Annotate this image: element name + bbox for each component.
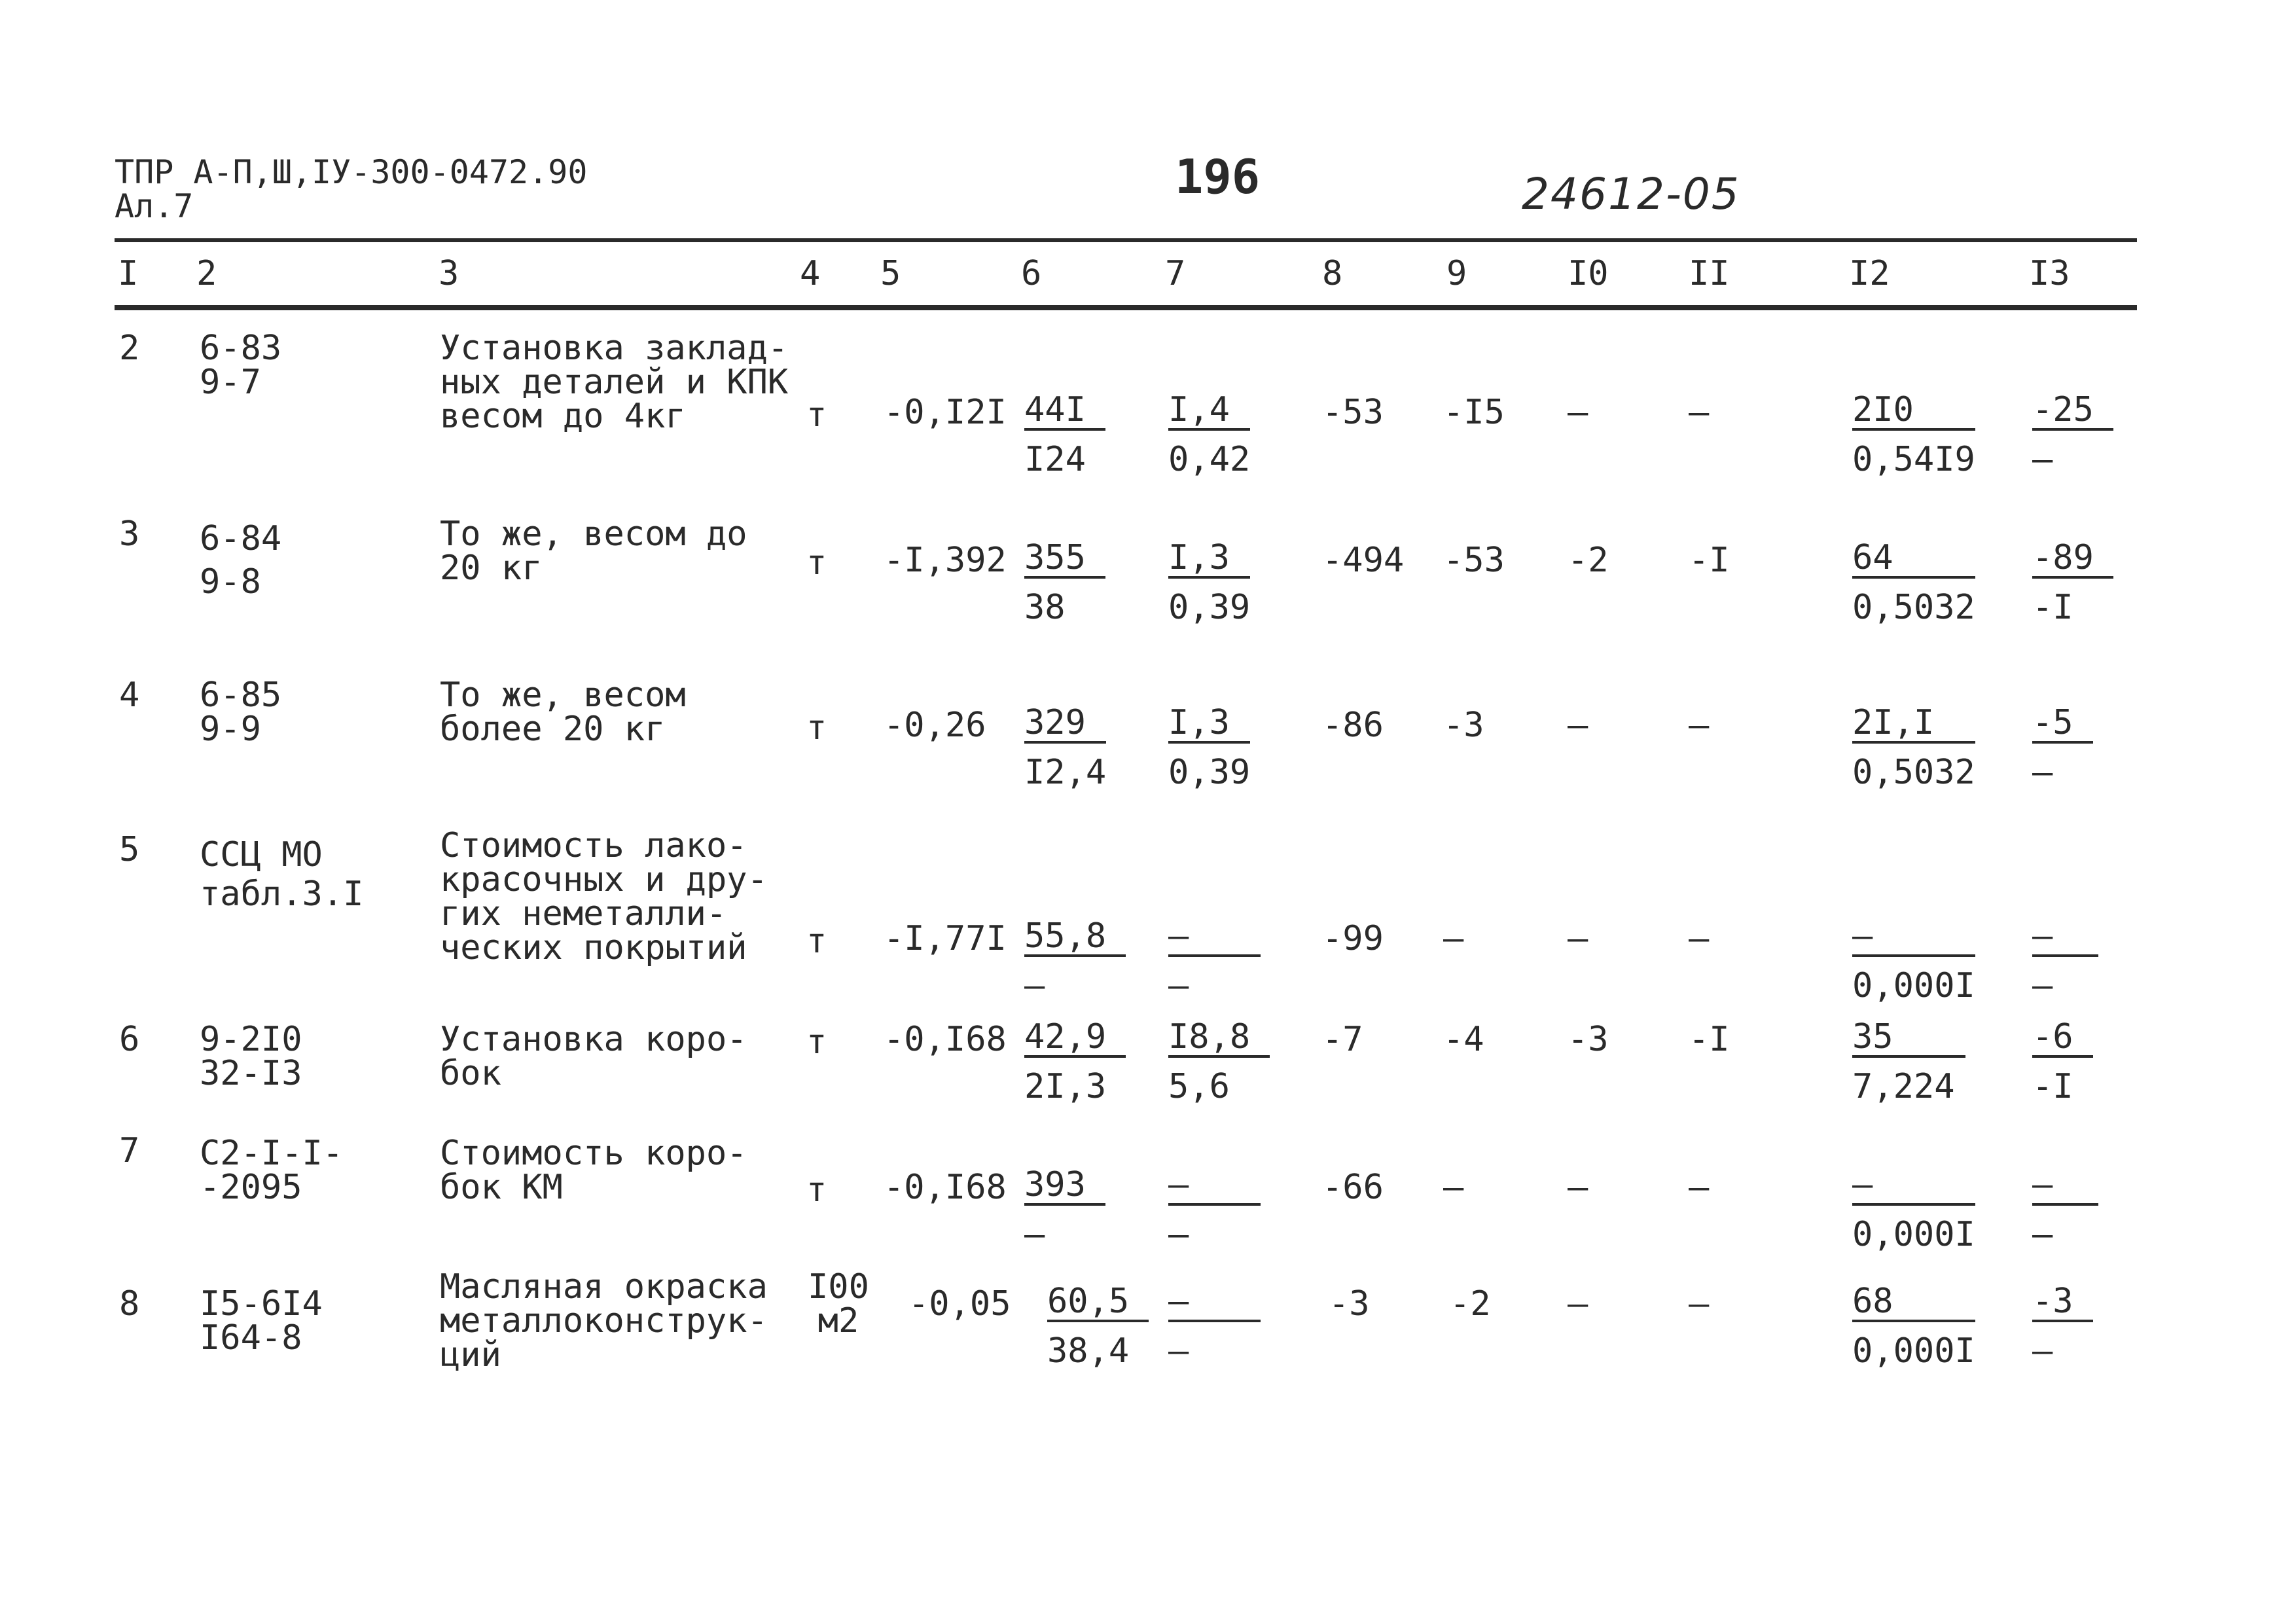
quantity: -I,392	[884, 541, 1007, 580]
col12-bottom: 0,000I	[1852, 966, 1975, 1005]
col12-top: 2I,I	[1852, 704, 1975, 744]
col7-bottom: –	[1168, 966, 1189, 1005]
col6-fraction	[1024, 539, 1105, 626]
rate-code: 9-2I0 32-I3	[200, 1020, 302, 1093]
col12-top: 35	[1852, 1019, 1965, 1058]
col12-bottom: 0,000I	[1852, 1215, 1975, 1254]
column-number: 8	[1322, 254, 1343, 293]
col13-top: -25	[2032, 391, 2113, 431]
column-number: 5	[880, 254, 901, 293]
col9-value: -I5	[1443, 393, 1505, 432]
col7-top: –	[1168, 1166, 1261, 1206]
col8-value: -99	[1322, 919, 1384, 958]
col6-bottom: 2I,3	[1024, 1067, 1107, 1106]
col12-fraction	[1852, 539, 1975, 626]
col9-value: -4	[1443, 1020, 1484, 1059]
col10-value: –	[1568, 919, 1588, 958]
col6-bottom: I24	[1024, 440, 1086, 479]
col7-bottom: –	[1168, 1215, 1189, 1254]
col7-bottom: 5,6	[1168, 1067, 1230, 1106]
col13-fraction	[2032, 1283, 2093, 1369]
col12-top: –	[1852, 1166, 1975, 1206]
quantity: -0,26	[884, 706, 986, 745]
col13-fraction	[2032, 391, 2113, 478]
rate-code: 6-84 9-8	[200, 519, 282, 602]
unit: т	[806, 543, 827, 583]
col11-value: –	[1689, 1284, 1710, 1324]
row-number: 7	[119, 1131, 140, 1170]
col7-top: I8,8	[1168, 1019, 1270, 1058]
col11-value: -I	[1689, 1020, 1730, 1059]
col7-bottom: –	[1168, 1331, 1189, 1371]
col13-bottom: –	[2032, 966, 2053, 1005]
col13-top: -89	[2032, 539, 2113, 579]
col12-bottom: 0,5032	[1852, 588, 1975, 627]
col7-top: I,4	[1168, 391, 1250, 431]
col6-fraction	[1024, 1019, 1126, 1105]
col8-value: -66	[1322, 1168, 1384, 1207]
col6-bottom: –	[1024, 1215, 1045, 1254]
album-label: Ал.7	[115, 187, 194, 225]
col10-value: –	[1568, 1168, 1588, 1207]
col11-value: –	[1689, 706, 1710, 745]
col6-top: 42,9	[1024, 1019, 1126, 1058]
col12-top: 68	[1852, 1283, 1975, 1322]
col13-bottom: –	[2032, 753, 2053, 792]
column-number: 7	[1165, 254, 1186, 293]
col8-value: -7	[1322, 1020, 1363, 1059]
column-number: 2	[196, 254, 217, 293]
work-name: Установка коро- бок	[440, 1020, 747, 1093]
header-bottom-rule	[115, 305, 2137, 310]
col6-fraction	[1024, 704, 1106, 791]
col13-fraction	[2032, 704, 2093, 791]
col13-bottom: -I	[2032, 1067, 2073, 1106]
col6-top: 44I	[1024, 391, 1105, 431]
col7-fraction	[1168, 918, 1261, 1004]
column-number: 3	[439, 254, 459, 293]
unit: т	[806, 1170, 827, 1210]
col13-fraction	[2032, 1166, 2098, 1253]
row-number: 4	[119, 676, 140, 715]
document-code: ТПР А-П,Ш,IУ-300-0472.90	[115, 153, 588, 191]
col6-top: 60,5	[1047, 1283, 1149, 1322]
col8-value: -494	[1322, 541, 1405, 580]
row-number: 8	[119, 1284, 140, 1324]
unit: т	[806, 708, 827, 748]
column-number: 4	[800, 254, 821, 293]
quantity: -0,05	[908, 1284, 1011, 1324]
work-name: Установка заклад- ных деталей и КПК весом до 4кг	[440, 329, 789, 436]
col12-bottom: 7,224	[1852, 1067, 1955, 1106]
col13-top: -6	[2032, 1019, 2093, 1058]
col7-bottom: 0,39	[1168, 753, 1251, 792]
col7-top: –	[1168, 1283, 1261, 1322]
col9-value: –	[1443, 1168, 1464, 1207]
col13-bottom: –	[2032, 1215, 2053, 1254]
col13-fraction	[2032, 539, 2113, 626]
col6-top: 55,8	[1024, 918, 1126, 957]
col6-top: 329	[1024, 704, 1106, 744]
col10-value: -3	[1568, 1020, 1609, 1059]
col12-fraction	[1852, 918, 1975, 1004]
rate-code: 6-85 9-9	[200, 676, 282, 749]
col6-fraction	[1024, 391, 1105, 478]
col11-value: –	[1689, 919, 1710, 958]
work-name: То же, весом до 20 кг	[440, 514, 747, 588]
col13-top: -3	[2032, 1283, 2093, 1322]
col7-bottom: 0,39	[1168, 588, 1251, 627]
column-number: 6	[1021, 254, 1042, 293]
rate-code: ССЦ МО табл.3.I	[200, 835, 364, 914]
col6-bottom: 38	[1024, 588, 1066, 627]
header-top-rule	[115, 238, 2137, 242]
col12-fraction	[1852, 1166, 1975, 1253]
col7-fraction	[1168, 539, 1250, 626]
handwritten-number: 24612-05	[1522, 169, 1740, 219]
col12-fraction	[1852, 1283, 1975, 1369]
column-number: 9	[1446, 254, 1467, 293]
col13-bottom: –	[2032, 440, 2053, 479]
col8-value: -3	[1329, 1284, 1370, 1324]
col13-fraction	[2032, 918, 2098, 1004]
page-number: 196	[1175, 149, 1261, 204]
unit: т	[806, 395, 827, 435]
unit: т	[806, 922, 827, 961]
col9-value: –	[1443, 919, 1464, 958]
col12-bottom: 0,54I9	[1852, 440, 1975, 479]
col10-value: –	[1568, 1284, 1588, 1324]
column-number: I2	[1849, 254, 1890, 293]
col13-fraction	[2032, 1019, 2093, 1105]
rate-code: 6-83 9-7	[200, 329, 282, 402]
col12-bottom: 0,5032	[1852, 753, 1975, 792]
col7-fraction	[1168, 391, 1250, 478]
column-number: I	[118, 254, 139, 293]
quantity: -0,I2I	[884, 393, 1007, 432]
col6-top: 393	[1024, 1166, 1105, 1206]
col6-bottom: I2,4	[1024, 753, 1107, 792]
col12-bottom: 0,000I	[1852, 1331, 1975, 1371]
work-name: Масляная окраска металлоконструк- ций	[440, 1267, 768, 1375]
quantity: -0,I68	[884, 1020, 1007, 1059]
col6-bottom: –	[1024, 966, 1045, 1005]
col6-bottom: 38,4	[1047, 1331, 1130, 1371]
col11-value: –	[1689, 1168, 1710, 1207]
col12-top: 64	[1852, 539, 1975, 579]
col13-top: –	[2032, 1166, 2098, 1206]
col10-value: -2	[1568, 541, 1609, 580]
col7-top: I,3	[1168, 704, 1250, 744]
col7-top: –	[1168, 918, 1261, 957]
column-number: I0	[1568, 254, 1609, 293]
col6-fraction	[1024, 1166, 1105, 1253]
rate-code: I5-6I4 I64-8	[200, 1284, 323, 1358]
col13-bottom: –	[2032, 1331, 2053, 1371]
row-number: 2	[119, 329, 140, 368]
col13-top: –	[2032, 918, 2098, 957]
row-number: 5	[119, 830, 140, 869]
quantity: -I,77I	[884, 919, 1007, 958]
col12-top: –	[1852, 918, 1975, 957]
work-name: Стоимость коро- бок КМ	[440, 1134, 747, 1207]
col8-value: -86	[1322, 706, 1384, 745]
col10-value: –	[1568, 393, 1588, 432]
col12-top: 2I0	[1852, 391, 1975, 431]
col9-value: -3	[1443, 706, 1484, 745]
unit: I00 м2	[808, 1267, 869, 1341]
col11-value: –	[1689, 393, 1710, 432]
quantity: -0,I68	[884, 1168, 1007, 1207]
col7-fraction	[1168, 1019, 1270, 1105]
work-name: Стоимость лако- красочных и дру- гих неметалли- ческих покрытий	[440, 826, 768, 967]
col12-fraction	[1852, 391, 1975, 478]
col12-fraction	[1852, 704, 1975, 791]
col9-value: -53	[1443, 541, 1505, 580]
col10-value: –	[1568, 706, 1588, 745]
row-number: 6	[119, 1020, 140, 1059]
unit: т	[806, 1022, 827, 1062]
col12-fraction	[1852, 1019, 1965, 1105]
col6-fraction	[1047, 1283, 1149, 1369]
row-number: 3	[119, 514, 140, 554]
col6-fraction	[1024, 918, 1126, 1004]
col7-fraction	[1168, 704, 1250, 791]
col13-top: -5	[2032, 704, 2093, 744]
col7-top: I,3	[1168, 539, 1250, 579]
col9-value: -2	[1450, 1284, 1491, 1324]
column-number: I3	[2029, 254, 2070, 293]
col8-value: -53	[1322, 393, 1384, 432]
work-name: То же, весом более 20 кг	[440, 676, 686, 749]
col7-fraction	[1168, 1166, 1261, 1253]
rate-code: С2-I-I- -2095	[200, 1134, 344, 1207]
col13-bottom: -I	[2032, 588, 2073, 627]
col6-top: 355	[1024, 539, 1105, 579]
col7-bottom: 0,42	[1168, 440, 1251, 479]
col11-value: -I	[1689, 541, 1730, 580]
col7-fraction	[1168, 1283, 1261, 1369]
column-number: II	[1689, 254, 1730, 293]
